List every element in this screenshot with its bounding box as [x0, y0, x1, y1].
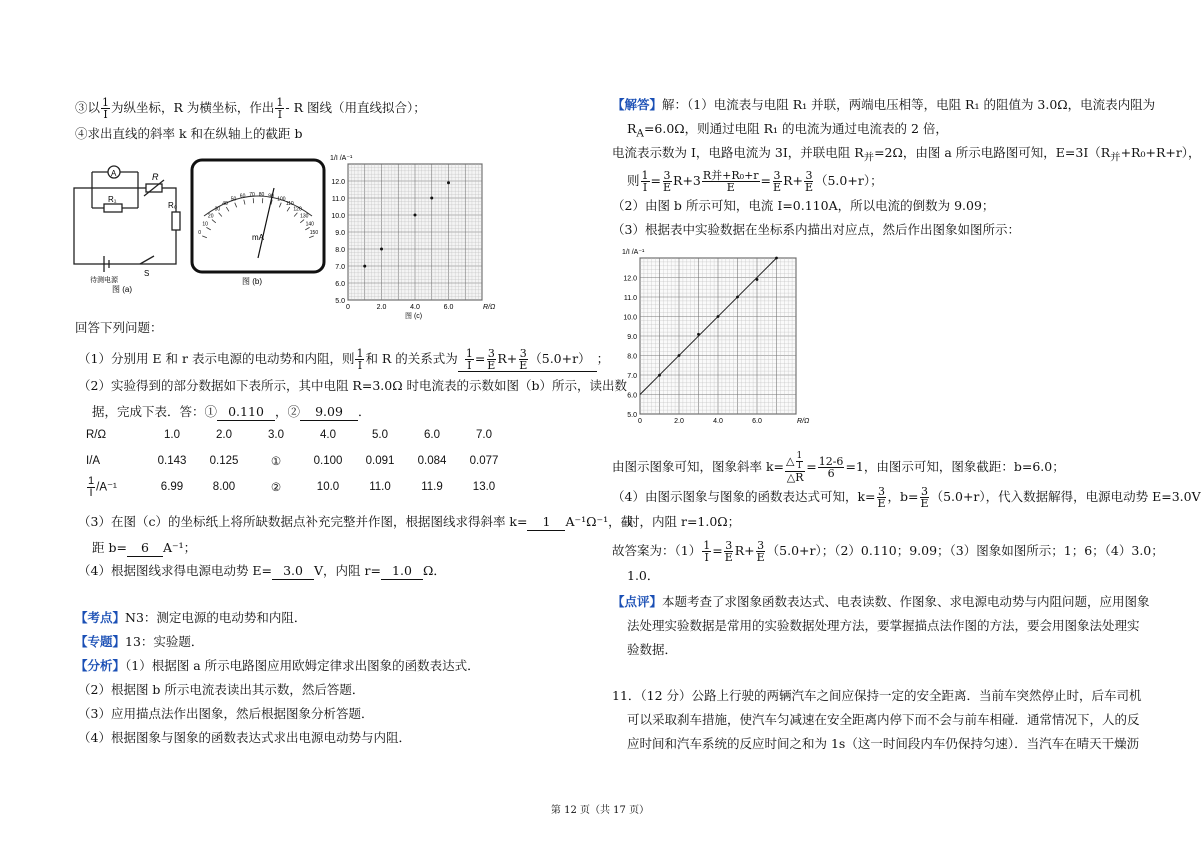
fenxi-text-3: （3）应用描点法作出图象，然后根据图象分析答题． [78, 706, 374, 721]
r-label: R [152, 172, 159, 182]
step3-line [75, 97, 426, 120]
data-point [658, 374, 661, 377]
slope-text-a: 由图示图象可知，图象斜率 k= [612, 459, 785, 474]
figure-a-circuit [68, 168, 183, 293]
q3-text-b: A⁻¹Ω⁻¹，截 [565, 514, 634, 529]
q11-text-3: 应时间和汽车系统的反应时间之和为 1s（这一时间段内车仍保持匀速）．当汽车在晴天干燥沥 [627, 736, 1140, 751]
r1-label: R₁ [108, 195, 117, 204]
data-point [363, 265, 366, 268]
q3-answer-k: 1 [527, 514, 565, 531]
frac-num: 1 [102, 96, 110, 109]
table-head: R/Ω [86, 429, 107, 441]
meter-unit: mA [252, 233, 264, 242]
answer-intro: 回答下列问题： [75, 320, 163, 335]
meter-tick-label: 20 [207, 213, 214, 220]
jieda-line-1 [612, 97, 1155, 113]
step3-end: - R 图线（用直线拟合）； [285, 100, 426, 115]
q3-text-a: （3）在图（c）的坐标纸上将所缺数据点补充完整并作图，根据图线求得斜率 k= [78, 514, 528, 529]
frac-den: E [877, 497, 886, 510]
frac-den: I [277, 108, 283, 121]
data-point [697, 333, 700, 336]
frac-num: 12-6 [818, 455, 844, 468]
switch-label: S [144, 269, 150, 278]
frac-den: E [726, 181, 735, 194]
frac-num: 1 [88, 474, 95, 487]
jieda-text-2b: =6.0Ω，则通过电阻 R₁ 的电流为通过电流表的 2 倍， [643, 121, 948, 136]
kaodian-text: N3：测定电源的电动势和内阻． [125, 610, 307, 625]
table-cell: 4.0 [320, 429, 336, 441]
frac-num [785, 452, 805, 472]
jieda-text-5: （2）由图 b 所示可知，电流 I=0.110A，所以电流的倒数为 9.09； [612, 198, 995, 213]
table-cell: 6.0 [424, 429, 440, 441]
data-point [380, 248, 383, 251]
y-tick-label: 9.0 [627, 334, 637, 341]
final-text-a: 故答案为：（1） [612, 543, 702, 558]
table-cell: 6.99 [160, 481, 184, 493]
frac-den: I [103, 108, 108, 121]
jieda-sub-bing2: 并 [1110, 151, 1121, 164]
q1-ans-r: R+ [497, 351, 518, 366]
y-tick-label: 7.0 [627, 373, 637, 380]
table-head-frac [87, 476, 95, 499]
q3-answer-b: 6 [127, 540, 163, 557]
jieda-4-eq2: = [760, 173, 772, 188]
q2-text-b: 据，完成下表．答：① [92, 404, 218, 419]
q2-answer-2: 9.09 [300, 404, 358, 421]
fenxi-text-2: （2）根据图 b 所示电流表读出其示数，然后答题． [78, 682, 365, 697]
table-cell: 0.125 [209, 455, 239, 467]
data-point [414, 214, 417, 217]
data-point [678, 354, 681, 357]
fenxi-line [75, 658, 480, 674]
final-text-e: 1.0． [627, 568, 660, 583]
table-head: I/A [86, 455, 101, 467]
q4-answer-r: 1.0 [381, 563, 423, 580]
y-tick-label: 11.0 [623, 295, 637, 302]
table-cell: 0.143 [157, 455, 187, 467]
frac-num: 1 [276, 96, 284, 109]
slope-line [612, 452, 1065, 483]
y-tick-label: 8.0 [335, 247, 345, 254]
meter-tick-label: 0 [198, 229, 201, 236]
y-tick-label: 9.0 [335, 230, 345, 237]
frac-den: I [467, 359, 472, 372]
zhuanti-line [75, 634, 203, 650]
table-row [86, 448, 510, 474]
battery-label: 待测电源 [90, 277, 118, 284]
table-head-unit: /A⁻¹ [96, 481, 117, 494]
q2-answer-1: 0.110 [217, 404, 275, 421]
y-tick-label: 10.0 [331, 213, 345, 220]
meter-tick-label: 110 [285, 201, 294, 208]
inner-frac [796, 452, 804, 471]
table-cell: ① [270, 456, 282, 468]
jieda-text-2: R [627, 121, 637, 136]
frac-num: R并+R₀+r [702, 169, 759, 182]
data-point [775, 257, 778, 260]
frac-num: 3 [878, 485, 886, 498]
table-cell: 5.0 [372, 429, 388, 441]
y-tick-label: 11.0 [331, 196, 345, 203]
frac-den: I [357, 359, 363, 372]
data-point [717, 315, 720, 318]
y-tick-label: 5.0 [627, 412, 637, 419]
table-cell: 0.084 [417, 455, 447, 467]
q3-text-c: 距 b= [92, 540, 127, 555]
q4r-frac1 [877, 486, 887, 509]
jieda-4-eq: = [650, 173, 661, 188]
q1-line [78, 348, 609, 372]
final-eq: = [712, 543, 723, 558]
table-cell: ② [270, 482, 282, 494]
jieda-text-3: 电流表示数为 I，电路电流为 3I，并联电阻 R [612, 145, 864, 160]
q4-answer-e: 3.0 [272, 563, 314, 580]
y-tick-label: 8.0 [627, 353, 637, 361]
meter-tick-label: 120 [293, 206, 302, 213]
q4-line [78, 563, 446, 580]
jieda-4-frac1 [641, 170, 650, 193]
dianping-text-3: 验数据． [627, 642, 678, 657]
frac-num: 1 [356, 347, 364, 360]
data-point [430, 197, 433, 200]
jieda-4-c: R+3 [673, 173, 701, 188]
q4r-text-a: （4）由图示图象与图象的函数表达式可知，k= [612, 489, 876, 504]
slope-frac2 [818, 456, 845, 479]
frac-den: △R [786, 471, 804, 484]
table-cell: 2.0 [216, 429, 232, 441]
frac-num: 3 [663, 169, 671, 182]
x-axis-label: R/Ω [797, 418, 810, 425]
final-frac2 [724, 540, 734, 563]
q1-frac [355, 348, 364, 371]
frac-num: 3 [725, 539, 733, 552]
dianping-text-2: 法处理实验数据是常用的实验数据处理方法，要掌握描点法作图的方法，要会用图象法处理实 [627, 618, 1140, 633]
q4-text-b: V，内阻 r= [314, 563, 381, 578]
x-tick-label: 2.0 [674, 418, 684, 425]
slope-eq: = [806, 459, 817, 474]
q4r-line [612, 486, 1201, 509]
q1-ans-eq: = [474, 351, 486, 366]
fenxi-text-1: （1）根据图 a 所示电路图应用欧姆定律求出图象的函数表达式． [125, 658, 480, 673]
q3-text-d: A⁻¹； [162, 540, 197, 555]
table-row [86, 422, 510, 448]
table-cell: 0.091 [365, 455, 395, 467]
meter-tick-label: 140 [305, 221, 314, 228]
q4-text-c: Ω． [422, 563, 446, 578]
meter-tick-label: 100 [277, 196, 286, 203]
table-cell: 0.100 [313, 455, 343, 467]
jieda-text-3b: =2Ω，由图 a 所示电路图可知，E=3I（R [874, 145, 1111, 160]
q1-end: ； [596, 351, 610, 366]
circuit-loop [74, 188, 176, 264]
data-table [86, 422, 510, 500]
meter-tick-label: 40 [222, 201, 228, 208]
step3-mid: 为纵坐标，R 为横坐标，作出 [111, 100, 275, 115]
final-frac3 [756, 540, 766, 563]
y-tick-label: 5.0 [335, 298, 345, 305]
meter-tick-label: 30 [214, 206, 221, 213]
y-tick-label: 10.0 [623, 314, 637, 322]
figure-b-meter [190, 158, 328, 288]
table-row [86, 474, 510, 500]
frac-den: I [89, 486, 93, 499]
jieda-text-3c: +R₀+R+r）， [1120, 145, 1201, 160]
switch-icon [140, 256, 154, 264]
table-head [86, 474, 146, 500]
q2-text-c: ，② [275, 404, 301, 419]
figure-b-caption: 图 (b) [242, 277, 262, 286]
final-line [612, 540, 1164, 563]
r1-resistor-icon [104, 204, 122, 212]
frac-num: 1 [796, 451, 803, 461]
kaodian-line [75, 610, 306, 626]
y-axis-label: 1/I /A⁻¹ [622, 249, 645, 256]
y-tick-label: 7.0 [335, 264, 345, 271]
frac-den: I [704, 551, 709, 564]
x-tick-label: 4.0 [713, 418, 723, 425]
frac-num: 3 [519, 347, 527, 360]
q4r-frac2 [920, 486, 930, 509]
meter-tick-label: 130 [300, 213, 309, 220]
jieda-text-6: （3）根据表中实验数据在坐标系内描出对应点，然后作出图象如图所示： [612, 222, 1020, 237]
frac-num: 1 [703, 539, 711, 552]
step3-frac [101, 97, 110, 120]
q4r-text-b: ，b= [887, 489, 919, 504]
jieda-4-e: R+ [783, 173, 803, 188]
y-tick-label: 6.0 [627, 392, 637, 400]
x-tick-label: 0 [346, 304, 350, 311]
q3-line-b [92, 540, 196, 557]
q4r-text-d: 时，内阻 r=1.0Ω； [627, 514, 741, 529]
final-text-c: R+ [734, 543, 755, 558]
step4-line: ④求出直线的斜率 k 和在纵轴上的截距 b [75, 126, 303, 141]
slope-frac [785, 452, 805, 483]
jieda-4-frac2 [662, 170, 672, 193]
y-tick-label: 12.0 [331, 179, 345, 186]
final-frac1 [702, 540, 711, 563]
frac-den: E [487, 359, 496, 372]
zhuanti-tag: 【专题】 [75, 634, 126, 649]
q1-text-b: 和 R 的关系式为 [365, 351, 458, 366]
jieda-text-1: 解：（1）电流表与电阻 R₁ 并联，两端电压相等，电阻 R₁ 的阻值为 3.0Ω，电流表内阻为 [662, 97, 1156, 112]
frac-den: E [663, 181, 672, 194]
delta-symbol: △ [786, 454, 795, 468]
frac-den: E [756, 551, 765, 564]
x-tick-label: 4.0 [410, 304, 420, 311]
frac-num: 3 [805, 169, 813, 182]
data-point [756, 278, 759, 281]
table-cell: 3.0 [268, 429, 284, 441]
frac-num: 3 [487, 347, 495, 360]
dianping-line-1 [612, 594, 1150, 610]
frac-den: 6 [827, 467, 835, 480]
meter-tick-label: 60 [239, 193, 246, 200]
frac-den: E [773, 181, 782, 194]
q2-text-d: ． [358, 404, 371, 419]
fenxi-tag: 【分析】 [75, 658, 126, 673]
step3-text: ③以 [75, 100, 101, 115]
solution-graph-chart [612, 244, 810, 434]
frac-den: E [724, 551, 733, 564]
q3-line-a [78, 514, 633, 531]
r0-resistor-icon [172, 212, 180, 230]
figure-a-caption: 图 (a) [112, 285, 132, 294]
q2-line-a: （2）实验得到的部分数据如下表所示，其中电阻 R=3.0Ω 时电流表的示数如图（b）所示，读出数 [78, 378, 628, 393]
frac-den: E [920, 497, 929, 510]
dianping-text-1: 本题考查了求图象函数表达式、电表读数、作图象、求电源电动势与内阻问题，应用图象 [662, 594, 1150, 609]
x-tick-label: 2.0 [376, 304, 387, 311]
q2-line-b [92, 404, 371, 421]
x-tick-label: 0 [638, 418, 642, 425]
table-cell: 10.0 [316, 481, 340, 493]
q11-text-1: 11．（12 分）公路上行驶的两辆汽车之间应保持一定的安全距离．当前车突然停止时，后车司机 [612, 688, 1142, 703]
table-cell: 11.0 [369, 481, 391, 493]
ammeter-label: A [111, 169, 117, 178]
frac-den: I [642, 181, 648, 194]
frac-den: E [519, 359, 528, 372]
table-cell: 8.00 [212, 481, 236, 493]
x-tick-label: 6.0 [443, 304, 454, 311]
data-point [447, 181, 450, 184]
figure-c-grid-chart [322, 152, 496, 320]
table-cell: 11.9 [421, 481, 443, 493]
q1-answer-blank [458, 348, 597, 372]
jieda-sub-bing: 并 [863, 151, 875, 164]
jieda-4-frac4 [772, 170, 782, 193]
step3-frac2 [275, 97, 284, 120]
frac-num: 3 [921, 485, 929, 498]
jieda-tag: 【解答】 [612, 97, 663, 112]
dianping-tag: 【点评】 [612, 594, 663, 609]
q4r-text-c: （5.0+r），代入数据解得，电源电动势 E=3.0V [930, 489, 1201, 504]
fenxi-text-4: （4）根据图象与图象的函数表达式求出电源电动势与内阻． [78, 730, 411, 745]
frac-num: 3 [773, 169, 781, 182]
jieda-sub-a: A [636, 127, 644, 140]
meter-tick-label: 70 [249, 192, 255, 199]
r0-label: R₀ [168, 201, 178, 210]
meter-tick-label: 10 [202, 221, 208, 228]
meter-tick-label: 80 [258, 192, 265, 199]
kaodian-tag: 【考点】 [75, 610, 126, 625]
jieda-line-2 [627, 121, 948, 142]
table-cell: 0.077 [469, 455, 499, 467]
table-cell: 13.0 [472, 481, 496, 493]
q1-ans-frac1 [465, 348, 474, 371]
frac-num: 3 [757, 539, 765, 552]
meter-tick-label: 150 [309, 229, 319, 236]
meter-tick-label: 50 [230, 196, 237, 203]
q1-ans-frac2 [486, 348, 496, 371]
jieda-4-a: 则 [627, 173, 640, 188]
data-point [736, 296, 739, 299]
table-cell: 1.0 [164, 429, 180, 441]
jieda-4-frac3 [702, 170, 760, 193]
slope-text-d: =1，由图示可知，图象截距：b=6.0； [845, 459, 1065, 474]
frac-num: 1 [641, 169, 649, 182]
q4-text-a: （4）根据图线求得电源电动势 E= [78, 563, 273, 578]
final-text-d: （5.0+r）；（2）0.110；9.09；（3）图象如图所示；1；6；（4）3.0； [766, 543, 1164, 558]
q11-text-2: 可以采取刹车措施，使汽车匀减速在安全距离内停下而不会与前车相碰．通常情况下，人的反 [627, 712, 1140, 727]
x-axis-label: R/Ω [483, 304, 496, 311]
q1-text-a: （1）分别用 E 和 r 表示电源的电动势和内阻，则 [78, 351, 355, 366]
x-tick-label: 6.0 [752, 418, 762, 425]
y-tick-label: 6.0 [335, 281, 345, 288]
y-axis-label: 1/I /A⁻¹ [330, 155, 353, 162]
jieda-line-4 [627, 170, 883, 193]
zhuanti-text: 13：实验题． [125, 634, 204, 649]
y-tick-label: 12.0 [623, 275, 637, 283]
frac-num: 1 [465, 347, 473, 360]
figure-caption: 图 (c) [405, 313, 423, 320]
q1-ans-tail: （5.0+r） [529, 351, 591, 366]
jieda-line-3 [612, 145, 1201, 166]
jieda-4-frac5 [804, 170, 814, 193]
table-cell: 7.0 [476, 429, 492, 441]
jieda-4-f: （5.0+r）； [814, 173, 883, 188]
meter-tick-label: 90 [268, 193, 274, 200]
frac-den: E [804, 181, 813, 194]
q1-ans-frac3 [518, 348, 528, 371]
page-footer: 第 12 页（共 17 页） [550, 805, 650, 816]
frac-den: I [797, 461, 802, 471]
